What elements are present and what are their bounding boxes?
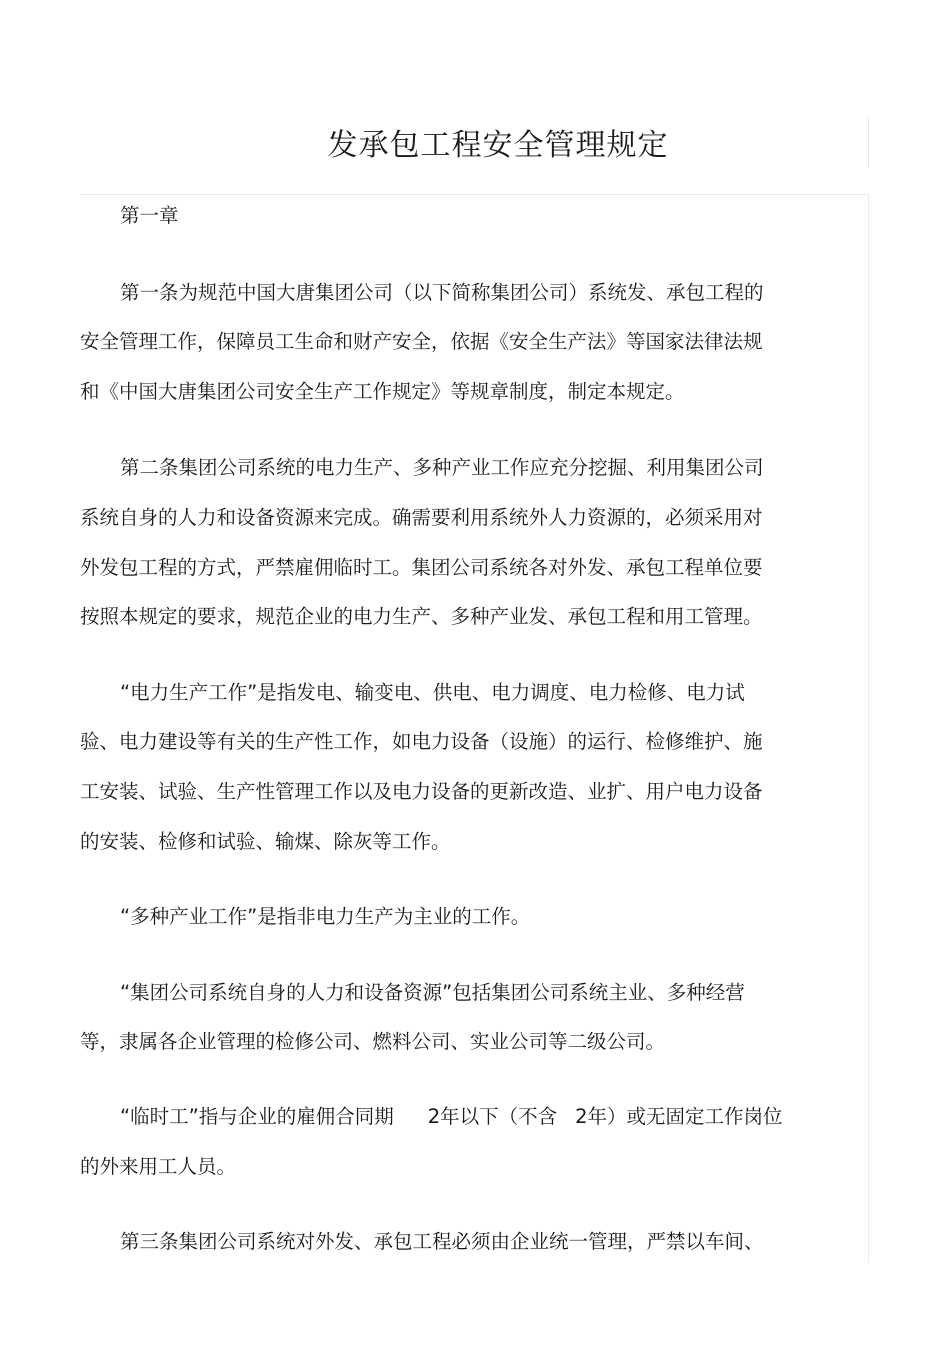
text-line-temp-worker bbox=[120, 1105, 783, 1129]
text-line: 验、电力建设等有关的生产性工作，如电力设备（设施）的运行、检修维护、施 bbox=[80, 730, 763, 753]
document-title: 发承包工程安全管理规定 bbox=[327, 128, 669, 163]
text-line: 外发包工程的方式，严禁雇佣临时工。集团公司系统各对外发、承包工程单位要 bbox=[80, 556, 763, 579]
text-line: 安全管理工作，保障员工生命和财产安全，依据《安全生产法》等国家法律法规 bbox=[80, 330, 763, 353]
text-line: 等，隶属各企业管理的检修公司、燃料公司、实业公司等二级公司。 bbox=[80, 1030, 666, 1053]
chapter-heading: 第一章 bbox=[120, 204, 179, 227]
text-line: 系统自身的人力和设备资源来完成。确需要利用系统外人力资源的，必须采用对 bbox=[80, 506, 763, 529]
text-fragment: “临时工”指与企业的雇佣合同期 bbox=[120, 1105, 394, 1128]
text-fragment: 2年）或无固定工作岗位 bbox=[575, 1105, 783, 1128]
text-line: 第三条集团公司系统对外发、承包工程必须由企业统一管理，严禁以车间、 bbox=[120, 1230, 764, 1253]
text-line: “电力生产工作”是指发电、输变电、供电、电力调度、电力检修、电力试 bbox=[120, 681, 745, 704]
text-fragment: 2年以下（不含 bbox=[427, 1105, 558, 1128]
text-line: “集团公司系统自身的人力和设备资源”包括集团公司系统主业、多种经营 bbox=[120, 981, 745, 1004]
header-divider bbox=[80, 194, 869, 195]
text-line: 的安装、检修和试验、输煤、除灰等工作。 bbox=[80, 830, 451, 853]
text-line: 工安装、试验、生产性管理工作以及电力设备的更新改造、业扩、用户电力设备 bbox=[80, 780, 763, 803]
text-line: 和《中国大唐集团公司安全生产工作规定》等规章制度，制定本规定。 bbox=[80, 380, 685, 403]
right-margin-rule bbox=[868, 195, 869, 1263]
text-line: “多种产业工作”是指非电力生产为主业的工作。 bbox=[120, 905, 531, 928]
text-line: 的外来用工人员。 bbox=[80, 1155, 237, 1178]
text-line: 第一条为规范中国大唐集团公司（以下简称集团公司）系统发、承包工程的 bbox=[120, 281, 764, 304]
text-line: 第二条集团公司系统的电力生产、多种产业工作应充分挖掘、利用集团公司 bbox=[120, 456, 764, 479]
text-line: 按照本规定的要求，规范企业的电力生产、多种产业发、承包工程和用工管理。 bbox=[80, 605, 763, 628]
